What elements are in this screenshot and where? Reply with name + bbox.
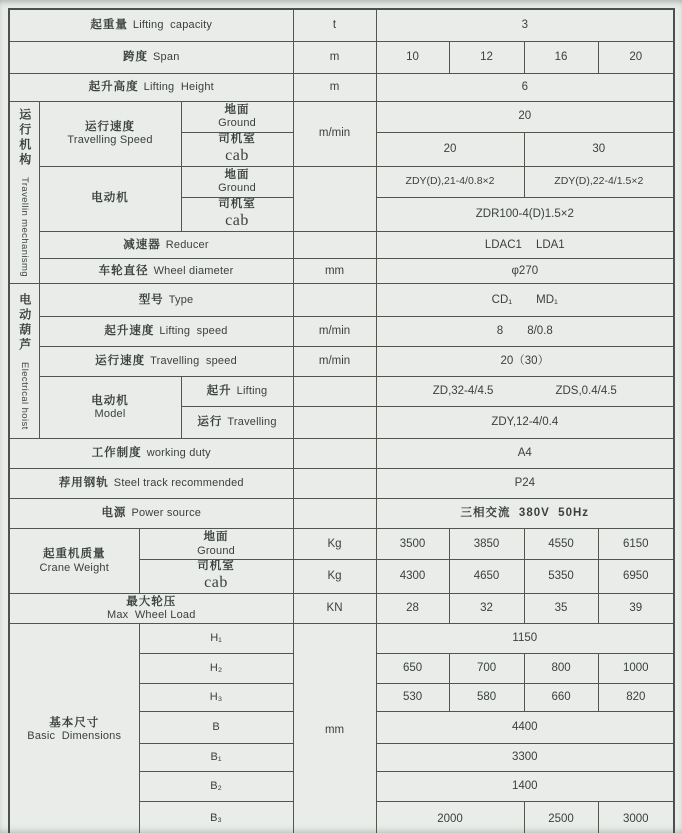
max-wheel-load-unit: KN <box>293 594 376 624</box>
hoist-travelling-speed-label <box>39 346 293 376</box>
dim-b1-value: 3300 <box>376 744 674 772</box>
dim-h2-value-3: 800 <box>524 654 598 684</box>
row-travel-speed-ground <box>9 101 674 132</box>
electrical-hoist-strip-zh: 电动葫芦 <box>17 292 32 353</box>
travel-speed-cab-label <box>181 132 293 166</box>
lifting-height-value: 6 <box>376 73 674 101</box>
travel-motor-ground-value-2: ZDY(D),22-4/1.5×2 <box>524 166 674 197</box>
max-wheel-load-value-4: 39 <box>598 594 674 624</box>
hoist-motor-lifting-label <box>181 376 293 406</box>
hoist-motor-label-zh: 电动机 <box>91 394 129 407</box>
ground-label-zh: 地面 <box>224 169 250 182</box>
dim-b3-label: B₃ <box>139 802 293 833</box>
max-wheel-load-value-3: 35 <box>524 594 598 624</box>
crane-weight-cab-value-4: 6950 <box>598 559 674 593</box>
row-hoist-lifting-speed <box>9 316 674 346</box>
hoist-motor-lifting-value-1: ZD,32-4/4.5 <box>432 385 494 398</box>
dim-b2-label: B₂ <box>139 772 293 802</box>
row-travel-motor-ground <box>9 166 674 197</box>
crane-weight-ground-unit: Kg <box>293 528 376 559</box>
lifting-capacity-unit: t <box>293 9 376 41</box>
working-duty-label-en: working duty <box>146 447 211 460</box>
hoist-type-value <box>376 283 674 316</box>
ground-label-zh: 地面 <box>224 103 250 116</box>
dim-h1-label: H₁ <box>139 624 293 654</box>
basic-dimensions-unit: mm <box>293 624 376 833</box>
dim-b3-value-1: 2000 <box>376 802 524 833</box>
hoist-motor-label <box>39 376 181 438</box>
wheel-diameter-label-en: Wheel diameter <box>153 264 234 277</box>
crane-weight-label-zh: 起重机质量 <box>43 548 106 561</box>
dim-b-value: 4400 <box>376 712 674 744</box>
hoist-type-value-1: CD₁ <box>491 293 513 306</box>
dim-h1-value: 1150 <box>376 624 674 654</box>
hoist-travelling-speed-unit: m/min <box>293 346 376 376</box>
hoist-type-label-zh: 型号 <box>138 293 164 306</box>
reducer-unit <box>293 231 376 258</box>
cab-label-en: cab <box>225 211 249 229</box>
row-lifting-capacity <box>9 9 674 41</box>
hoist-lifting-speed-unit: m/min <box>293 316 376 346</box>
dim-b3-value-2: 2500 <box>524 802 598 833</box>
hoist-lifting-speed-value <box>376 316 674 346</box>
dim-h3-label: H₃ <box>139 684 293 712</box>
working-duty-value: A4 <box>376 438 674 468</box>
crane-weight-label-en: Crane Weight <box>39 561 109 574</box>
steel-track-label <box>9 468 293 498</box>
power-source-value: 三相交流 380V 50Hz <box>376 498 674 528</box>
hoist-motor-lifting-value <box>376 376 674 406</box>
reducer-label-en: Reducer <box>165 238 209 251</box>
crane-weight-cab-label <box>139 559 293 593</box>
working-duty-label-zh: 工作制度 <box>91 447 142 460</box>
dim-h3-value-3: 660 <box>524 684 598 712</box>
crane-weight-ground-value-2: 3850 <box>449 528 524 559</box>
travel-speed-cab-value-1: 20 <box>376 132 524 166</box>
dim-b-label: B <box>139 712 293 744</box>
steel-track-value: P24 <box>376 468 674 498</box>
travel-motor-cab-value: ZDR100-4(D)1.5×2 <box>376 197 674 231</box>
span-value-12: 12 <box>449 41 524 73</box>
row-crane-weight-ground <box>9 528 674 559</box>
wheel-diameter-value: φ270 <box>376 258 674 283</box>
hoist-travelling-speed-label-zh: 运行速度 <box>95 355 146 368</box>
hoist-lifting-speed-value-2: 8/0.8 <box>527 325 553 338</box>
wheel-diameter-label <box>39 258 293 283</box>
dim-b3-value-3: 3000 <box>598 802 674 833</box>
travel-speed-label-zh: 运行速度 <box>85 120 135 133</box>
reducer-label <box>39 231 293 258</box>
travel-motor-label-zh: 电动机 <box>91 192 129 205</box>
reducer-label-zh: 减速器 <box>123 238 161 251</box>
crane-weight-cab-value-1: 4300 <box>376 559 449 593</box>
hoist-motor-label-en: Model <box>94 408 126 420</box>
row-reducer <box>9 231 674 258</box>
dim-h3-value-4: 820 <box>598 684 674 712</box>
hoist-motor-lifting-label-en: Lifting <box>236 385 268 398</box>
hoist-type-label <box>39 283 293 316</box>
lifting-capacity-label-zh: 起重量 <box>90 18 128 31</box>
row-power-source <box>9 498 674 528</box>
span-label-en: Span <box>153 50 180 63</box>
travel-motor-cab-label <box>181 197 293 231</box>
hoist-lifting-speed-value-1: 8 <box>496 325 504 338</box>
crane-weight-cab-value-3: 5350 <box>524 559 598 593</box>
span-value-20: 20 <box>598 41 674 73</box>
travelling-mechanism-strip-zh: 运行机构 <box>17 107 32 168</box>
reducer-value <box>376 231 674 258</box>
ground-label-en: Ground <box>218 117 256 130</box>
hoist-motor-travelling-unit <box>293 406 376 438</box>
dim-h2-label: H₂ <box>139 654 293 684</box>
span-value-16: 16 <box>524 41 598 73</box>
row-wheel-diameter <box>9 258 674 283</box>
reducer-value-2: LDA1 <box>535 238 565 251</box>
power-source-label <box>9 498 293 528</box>
power-source-unit <box>293 498 376 528</box>
max-wheel-load-value-1: 28 <box>376 594 449 624</box>
crane-specification-table <box>8 8 675 833</box>
span-label <box>9 41 293 73</box>
span-unit: m <box>293 41 376 73</box>
lifting-height-label <box>9 73 293 101</box>
hoist-type-unit <box>293 283 376 316</box>
dim-h2-value-2: 700 <box>449 654 524 684</box>
reducer-value-1: LDAC1 <box>484 238 522 251</box>
ground-label-en: Ground <box>218 182 256 195</box>
max-wheel-load-value-2: 32 <box>449 594 524 624</box>
row-hoist-travelling-speed <box>9 346 674 376</box>
crane-weight-cab-unit: Kg <box>293 559 376 593</box>
dim-h2-value-4: 1000 <box>598 654 674 684</box>
lifting-height-unit: m <box>293 73 376 101</box>
row-span <box>9 41 674 73</box>
lifting-capacity-label <box>9 9 293 41</box>
ground-label-zh: 地面 <box>203 531 229 544</box>
wheel-diameter-unit: mm <box>293 258 376 283</box>
travel-speed-unit: m/min <box>293 101 376 166</box>
electrical-hoist-strip <box>9 283 39 438</box>
crane-weight-label <box>9 528 139 593</box>
travel-speed-cab-value-2: 30 <box>524 132 674 166</box>
cab-label-zh: 司机室 <box>218 132 256 145</box>
row-max-wheel-load <box>9 594 674 624</box>
travel-motor-label <box>39 166 181 231</box>
hoist-lifting-speed-label-zh: 起升速度 <box>104 325 155 338</box>
travelling-mechanism-strip-en: Travellin mechanismg <box>19 176 31 277</box>
row-dim-h1 <box>9 624 674 654</box>
cab-label-en: cab <box>204 574 228 592</box>
crane-weight-ground-value-4: 6150 <box>598 528 674 559</box>
dim-b1-label: B₁ <box>139 744 293 772</box>
hoist-travelling-speed-value: 20（30） <box>376 346 674 376</box>
crane-weight-ground-value-1: 3500 <box>376 528 449 559</box>
power-source-label-zh: 电源 <box>101 507 127 520</box>
travel-motor-ground-label <box>181 166 293 197</box>
basic-dimensions-label <box>9 624 139 833</box>
row-working-duty <box>9 438 674 468</box>
travel-speed-ground-value: 20 <box>376 101 674 132</box>
travel-motor-ground-value-1: ZDY(D),21-4/0.8×2 <box>376 166 524 197</box>
hoist-motor-travelling-label <box>181 406 293 438</box>
crane-weight-ground-label <box>139 528 293 559</box>
dim-h2-value-1: 650 <box>376 654 449 684</box>
hoist-motor-lifting-value-2: ZDS,0.4/4.5 <box>555 385 617 398</box>
electrical-hoist-strip-en: Electrical hoist <box>19 361 31 430</box>
hoist-motor-travelling-value: ZDY,12-4/0.4 <box>376 406 674 438</box>
dim-h3-value-1: 530 <box>376 684 449 712</box>
steel-track-label-zh: 荐用钢轨 <box>58 477 109 490</box>
travel-speed-ground-label <box>181 101 293 132</box>
span-value-10: 10 <box>376 41 449 73</box>
hoist-motor-travelling-label-zh: 运行 <box>197 416 223 429</box>
max-wheel-load-label-en: Max Wheel Load <box>106 609 196 622</box>
travelling-mechanism-strip <box>9 101 39 283</box>
steel-track-label-en: Steel track recommended <box>113 477 244 490</box>
ground-label-en: Ground <box>197 544 235 557</box>
working-duty-label <box>9 438 293 468</box>
crane-weight-cab-value-2: 4650 <box>449 559 524 593</box>
cab-label-zh: 司机室 <box>197 559 235 572</box>
cab-label-en: cab <box>225 146 249 164</box>
basic-dimensions-label-zh: 基本尺寸 <box>49 717 100 730</box>
row-hoist-type <box>9 283 674 316</box>
crane-weight-ground-value-3: 4550 <box>524 528 598 559</box>
hoist-type-value-2: MD₁ <box>536 293 558 306</box>
lifting-capacity-label-en: Lifting capacity <box>132 18 213 31</box>
hoist-lifting-speed-label-en: Lifting speed <box>159 325 228 338</box>
hoist-motor-lifting-unit <box>293 376 376 406</box>
row-hoist-motor-lifting <box>9 376 674 406</box>
lifting-capacity-value: 3 <box>376 9 674 41</box>
hoist-motor-lifting-label-zh: 起升 <box>206 385 232 398</box>
span-label-zh: 跨度 <box>123 50 149 63</box>
wheel-diameter-label-zh: 车轮直径 <box>98 264 149 277</box>
row-lifting-height <box>9 73 674 101</box>
steel-track-unit <box>293 468 376 498</box>
power-source-label-en: Power source <box>131 507 202 520</box>
travel-motor-unit <box>293 166 376 231</box>
cab-label-zh: 司机室 <box>218 197 256 210</box>
max-wheel-load-label-zh: 最大轮压 <box>126 596 177 608</box>
hoist-lifting-speed-label <box>39 316 293 346</box>
dim-h3-value-2: 580 <box>449 684 524 712</box>
working-duty-unit <box>293 438 376 468</box>
hoist-type-label-en: Type <box>168 293 194 306</box>
hoist-motor-travelling-label-en: Travelling <box>227 416 277 429</box>
dim-b2-value: 1400 <box>376 772 674 802</box>
row-steel-track <box>9 468 674 498</box>
lifting-height-label-zh: 起升高度 <box>88 80 139 93</box>
lifting-height-label-en: Lifting Height <box>143 80 214 93</box>
hoist-travelling-speed-label-en: Travelling speed <box>150 355 237 368</box>
travel-speed-label <box>39 101 181 166</box>
travel-speed-label-en: Travelling Speed <box>67 134 153 147</box>
max-wheel-load-label <box>9 594 293 624</box>
basic-dimensions-label-en: Basic Dimensions <box>27 730 122 743</box>
